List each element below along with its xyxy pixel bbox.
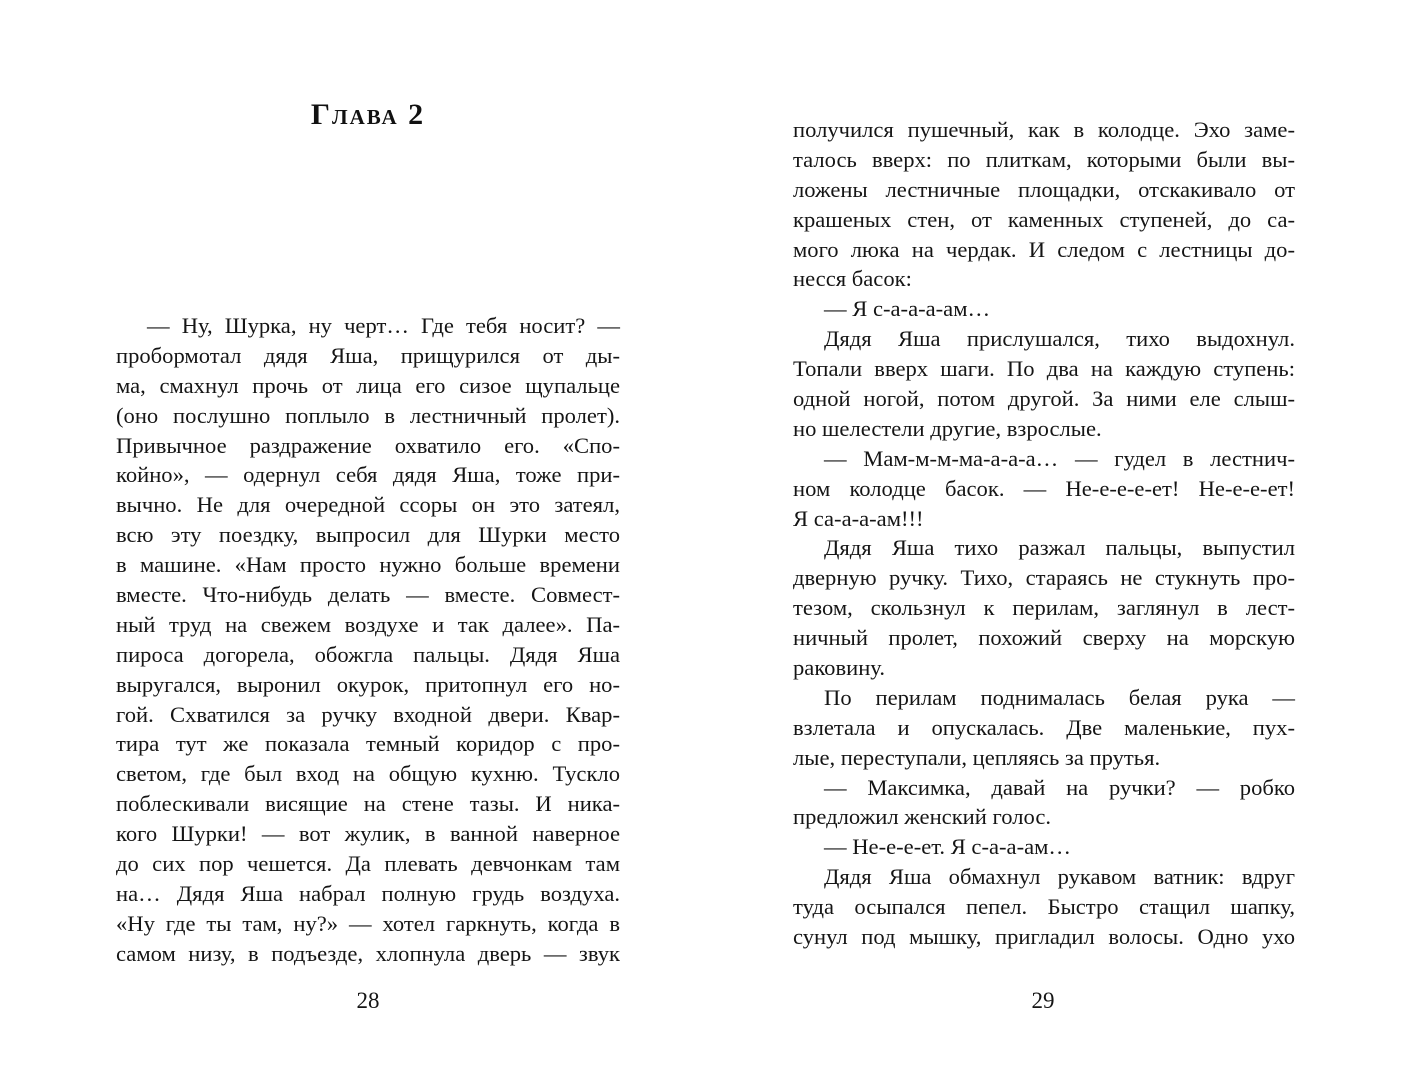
text-line: пробормотал дядя Яша, прищурился от ды- [116,342,620,368]
right-page [707,0,1414,1080]
text-line: самом низу, в подъезде, хлопнула дверь — звук [116,940,620,966]
text-line: тезом, скользнул к перилам, заглянул в лест- [793,595,1295,621]
chapter-title: Глава 2 [310,98,426,131]
left-page-text [116,311,620,969]
text-line: Дядя Яша тихо разжал пальцы, выпустил [824,535,1295,561]
text-line: (оно послушно поплыло в лестничный пролет). [116,402,620,428]
text-line: в машине. «Нам просто нужно больше времени [116,552,620,578]
text-line: Привычное раздражение охватило его. «Спо- [116,432,620,458]
page-number-left: 28 [356,988,380,1013]
text-line: одной ногой, потом другой. За ними еле слыш- [793,386,1295,412]
text-line: светом, где был вход на общую кухню. Тускло [116,761,620,787]
text-line: дверную ручку. Тихо, стараясь не стукнуть про- [793,565,1295,591]
text-line: По перилам поднималась белая рука — [824,684,1295,710]
text-line: «Ну где ты там, ну?» — хотел гаркнуть, когда в [116,910,620,936]
text-line: Я са-а-а-ам!!! [793,505,924,531]
text-line: до сих пор чешется. Да плевать девчонкам там [116,851,620,877]
text-line: вычно. Не для очередной ссоры он это затеял, [116,492,620,518]
text-line: предложил женский голос. [793,804,1052,830]
text-line: лые, переступали, цепляясь за прутья. [793,744,1161,770]
text-line: Дядя Яша прислушался, тихо выдохнул. [824,326,1295,352]
text-line: несся басок: [793,266,912,292]
text-line: — Максимка, давай на ручки? — робко [824,774,1295,800]
text-line: ный труд на свежем воздухе и так далее». Па- [116,611,620,637]
text-line: гой. Схватился за ручку входной двери. Квар- [116,701,620,727]
text-line: ничный пролет, похожий сверху на морскую [793,625,1295,651]
text-line: ном колодце басок. — Не-е-е-е-ет! Не-е-е-ет! [793,475,1295,501]
text-line: но шелестели другие, взрослые. [793,415,1102,441]
text-line: пироса догорела, обожгла пальцы. Дядя Яша [116,641,620,667]
text-line: выругался, выронил окурок, притопнул его но- [116,671,620,697]
text-line: — Я с-а-а-а-ам… [824,296,991,322]
text-line: Дядя Яша обмахнул рукавом ватник: вдруг [824,864,1295,890]
text-line: мого люка на чердак. И следом с лестницы до- [793,236,1295,262]
text-line: ложены лестничные площадки, отскакивало от [793,176,1295,202]
text-line: на… Дядя Яша набрал полную грудь воздуха. [116,880,620,906]
text-line: — Не-е-е-ет. Я с-а-а-ам… [824,834,1072,860]
text-line: поблескивали висящие на стене тазы. И ника- [116,791,620,817]
text-line: — Ну, Шурка, ну черт… Где тебя носит? — [147,313,620,338]
text-line: вместе. Что-нибудь делать — вместе. Совмест- [116,582,620,608]
text-line: раковину. [793,655,885,681]
text-line: туда осыпался пепел. Быстро стащил шапку, [793,894,1295,920]
right-page-text [793,115,1295,952]
text-line: тира тут же показала темный коридор с про- [116,731,620,757]
text-line: всю эту поездку, выпросил для Шурки место [116,522,620,548]
text-line: взлетала и опускалась. Две маленькие, пух- [793,714,1295,740]
text-line: крашеных стен, от каменных ступеней, до са- [793,206,1295,232]
text-line: ма, смахнул прочь от лица его сизое щупальце [116,372,620,398]
page-number-right: 29 [1031,988,1055,1013]
text-line: талось вверх: по плиткам, которыми были вы- [793,146,1295,172]
text-line: койно», — одернул себя дядя Яша, тоже при- [116,462,620,488]
text-line: Топали вверх шаги. По два на каждую ступень: [793,356,1295,382]
text-line: получился пушечный, как в колодце. Эхо заме- [793,117,1295,142]
text-line: — Мам-м-м-ма-а-а-а… — гудел в лестнич- [824,445,1295,471]
text-line: сунул под мышку, пригладил волосы. Одно ухо [793,924,1295,950]
text-line: кого Шурки! — вот жулик, в ванной наверное [116,821,620,847]
